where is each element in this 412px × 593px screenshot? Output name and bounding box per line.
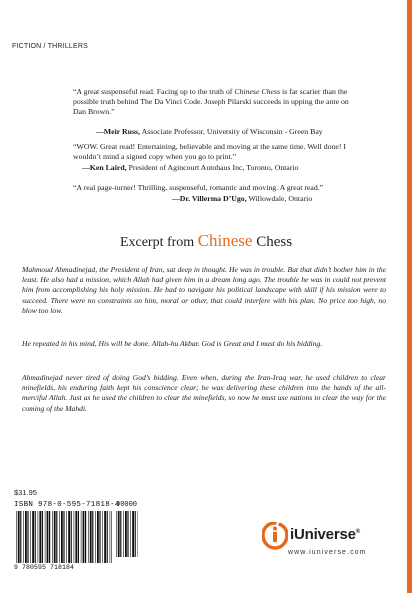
barcode-bar (63, 511, 64, 563)
barcode-bar (20, 511, 21, 563)
barcode-bar (78, 511, 79, 563)
excerpt-paragraph-1: Mahmoud Ahmadinejad, the President of Iran, sat deep in thought. He was in trouble. But that didn’t bother him in the least. He also had a mission, which Allah had given him in a dream long ago. The trouble he was in could not prevent him from accomplishing his holy mission. He had to navigate his political landscape with skill if his mission were to succeed. There were no constraints on him, moral or other, that could interfere with his plan. No price too high, no blow too low. (22, 265, 386, 315)
barcode-bar (30, 511, 31, 563)
barcode-bar (59, 511, 60, 563)
barcode-bar (85, 511, 86, 563)
addon-barcode (116, 511, 138, 557)
barcode-bar (16, 511, 17, 563)
review-quote-3: “A real page-turner! Thrilling, suspenseful, romantic and moving. A great read.” (73, 183, 324, 192)
barcode-bar (54, 511, 56, 563)
excerpt-paragraph-2: He repeated in his mind, His will be done. Allah-hu Akbar. God is Great and I must do his bidding. (22, 339, 323, 348)
barcode-bar (39, 511, 41, 563)
barcode-bar (38, 511, 39, 563)
barcode-bar (32, 511, 34, 563)
barcode-bar (42, 511, 43, 563)
barcode-bar (23, 511, 24, 563)
barcode-bar (125, 511, 127, 557)
barcode-bar (111, 511, 112, 563)
isbn-barcode-block (14, 501, 138, 571)
publisher-logo (262, 518, 382, 568)
barcode-bar (56, 511, 57, 563)
barcode-addon-number: 90000 (116, 501, 138, 509)
price-label: $31.95 (14, 488, 37, 497)
excerpt-heading: Excerpt from Chinese Chess (119, 231, 293, 250)
barcode-bar (102, 511, 103, 563)
barcode-bar (135, 511, 136, 557)
barcode-bar (35, 511, 36, 563)
barcode-bar (110, 511, 111, 563)
excerpt-title-chinese: Chinese (197, 231, 253, 250)
barcode-bar (104, 511, 106, 563)
barcode-bar (75, 511, 77, 563)
review-attribution-2: —Ken Laird, President of Agincourt Autohaus Inc, Toronto, Ontario (82, 163, 299, 172)
genre-category: FICTION / THRILLERS (12, 43, 89, 50)
barcode-bar (45, 511, 46, 563)
barcode-bar (61, 511, 63, 563)
review-quote-1: “A great suspenseful read. Facing up to the truth of Chinese Chess is far scarier than the possible truth behind The Da Vinci Code. Joseph Pilarski succeeds in upping the ante on Dan Brown.” (73, 87, 349, 117)
barcode-bar (25, 511, 27, 563)
barcode-bar (81, 511, 82, 563)
barcode-bar (71, 511, 72, 563)
barcode-bar (27, 511, 28, 563)
barcode-bar (127, 511, 128, 557)
barcode-bar (68, 511, 70, 563)
excerpt-title-chess: Chess (252, 234, 293, 250)
iuniverse-logo-icon (262, 522, 288, 550)
barcode-bar (74, 511, 75, 563)
publisher-url: www.iuniverse.com (288, 549, 367, 556)
barcode-bar (66, 511, 67, 563)
barcode-bar (92, 511, 93, 563)
barcode-bar (123, 511, 124, 557)
barcode-bar (120, 511, 121, 557)
barcode-bar (90, 511, 92, 563)
barcode-bar (130, 511, 131, 557)
barcode-bar (88, 511, 89, 563)
isbn-barcode (16, 511, 112, 563)
barcode-bar (52, 511, 53, 563)
excerpt-paragraph-3: Ahmadinejad never tired of doing God’s bidding. Even when, during the Iran-Iraq war, he used children to clear minefields, his enduring faith kept his conscience clear; he was delivering these children into the hands of the all-merciful Allah. Just as he used the children to clear the minefields, so now he must use nations to clear the way for the coming of the Mahdi. (22, 373, 386, 413)
barcode-bar (95, 511, 96, 563)
barcode-bar (99, 511, 100, 563)
barcode-bar (49, 511, 50, 563)
barcode-bar (83, 511, 85, 563)
barcode-bar (116, 511, 117, 557)
barcode-bar (107, 511, 108, 563)
barcode-bar (118, 511, 120, 557)
barcode-bar (47, 511, 49, 563)
review-attribution-3: —Dr. Villerma D’Ugo, Willowdale, Ontario (172, 194, 313, 203)
review-quote-2: “WOW. Great read! Entertaining, believable and moving at the same time. Well done! I wouldn’t mind a signed copy when you go to print.” (73, 142, 347, 162)
barcode-bar (18, 511, 20, 563)
barcode-bar (97, 511, 99, 563)
barcode-number: 9 780595 718184 (14, 564, 75, 571)
orange-spine-stripe (407, 0, 412, 593)
isbn-text: ISBN 978-0-595-71818-4 (14, 501, 120, 509)
publisher-name: iUniverse® (290, 526, 360, 543)
barcode-bar (132, 511, 134, 557)
review-attribution-1: —Meir Russ, Associate Professor, University of Wisconsin - Green Bay (96, 127, 323, 136)
